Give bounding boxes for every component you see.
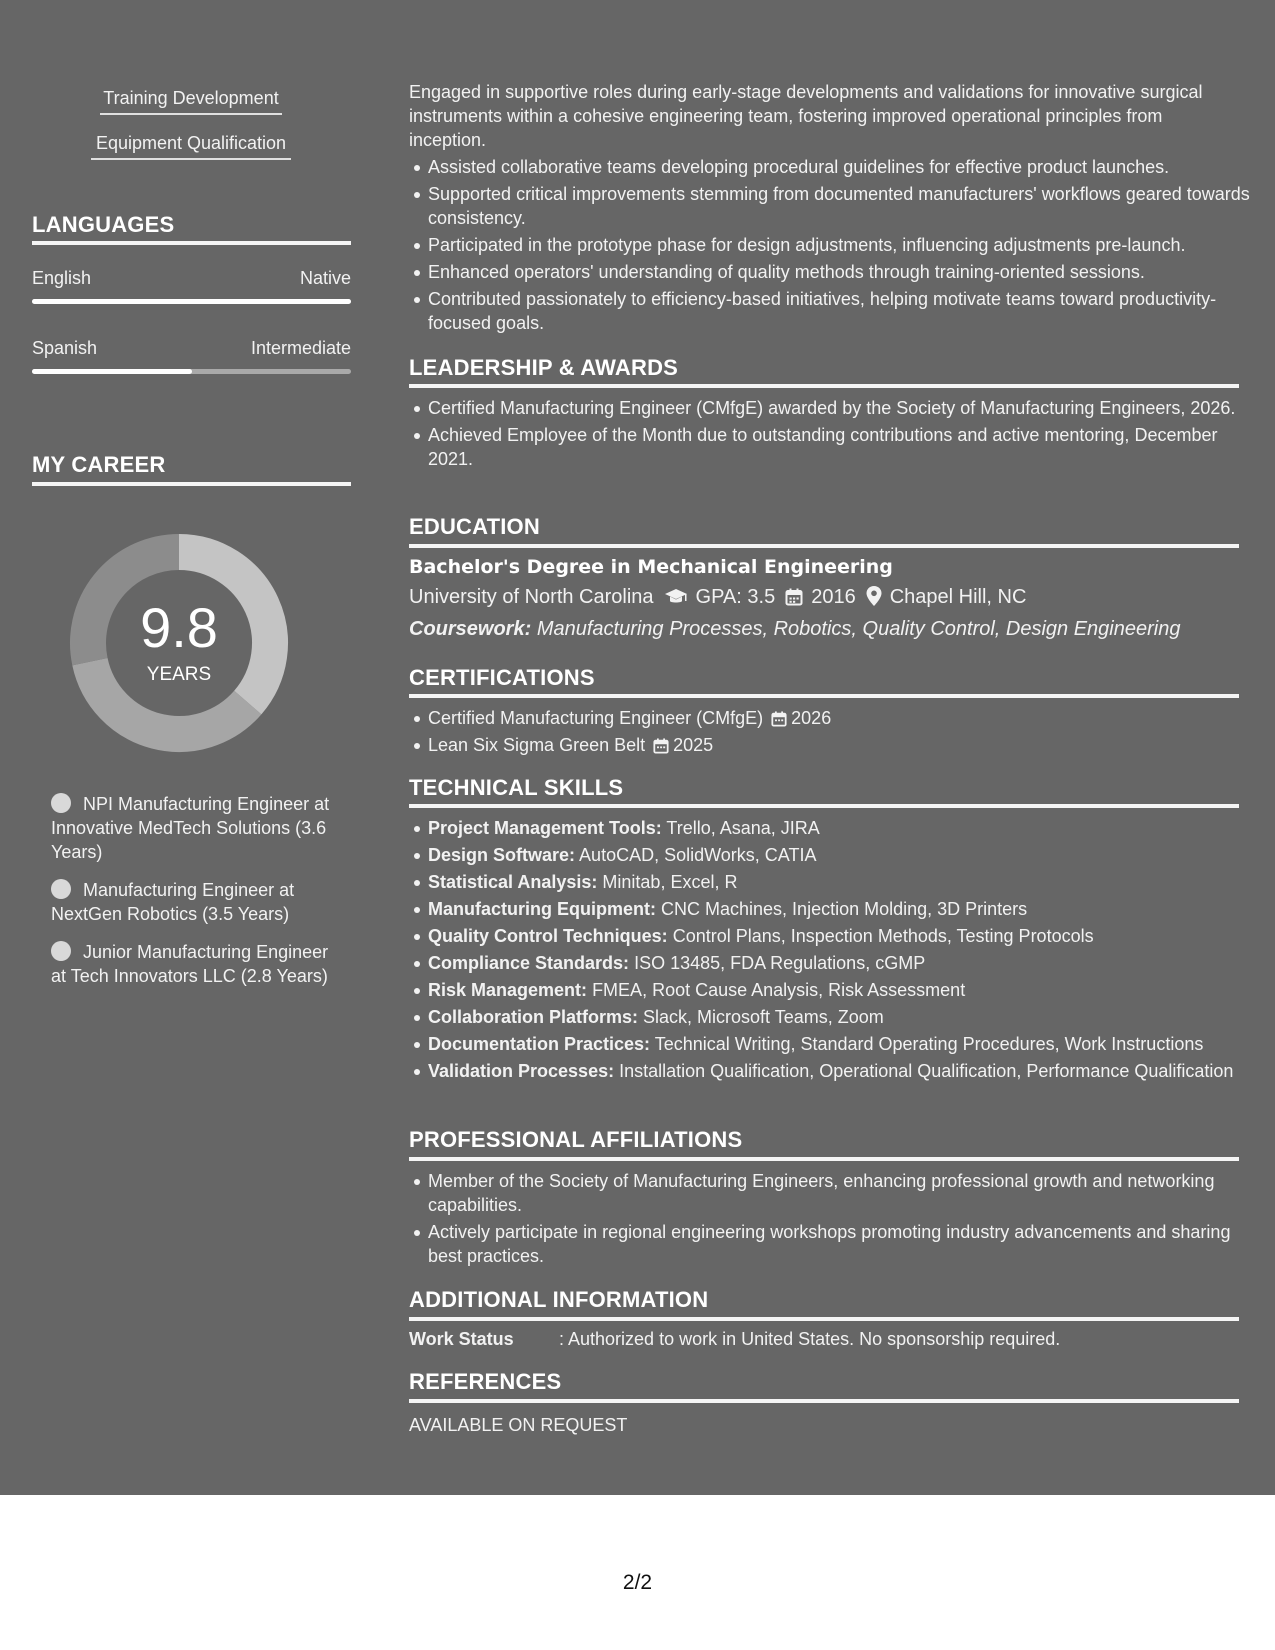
career-job: NPI Manufacturing Engineer at Innovative MedTech Solutions (3.6 Years) [51,794,330,862]
section-rule [409,384,1239,388]
language-name: English [32,268,92,288]
skill-item: Design Software: AutoCAD, SolidWorks, CATIA [428,843,1258,867]
skill-pill: Training Development [100,88,282,115]
skill-item: Validation Processes: Installation Qualification, Operational Qualification, Performance Qualification [428,1059,1258,1083]
list-item: Actively participate in regional engineering workshops promoting industry advancements and sharing best practices. [428,1220,1258,1268]
bullet-dot-icon [51,879,71,899]
education-details [409,586,1026,609]
location-pin-icon [866,586,882,606]
bullet-dot-icon [51,941,71,961]
language-level: Intermediate [250,338,351,358]
skill-item: Quality Control Techniques: Control Plans, Inspection Methods, Testing Protocols [428,924,1258,948]
skill-item: Risk Management: FMEA, Root Cause Analysis, Risk Assessment [428,978,1258,1002]
skill-item: Documentation Practices: Technical Writing, Standard Operating Procedures, Work Instructions [428,1032,1258,1056]
skill-item: Collaboration Platforms: Slack, Microsoft Teams, Zoom [428,1005,1258,1029]
language-bar-fill [32,369,192,374]
list-item: Enhanced operators' understanding of quality methods through training-oriented sessions. [428,260,1258,284]
skill-pill: Equipment Qualification [91,133,291,160]
gpa: GPA: 3.5 [695,586,776,608]
skill-item: Project Management Tools: Trello, Asana, JIRA [428,816,1258,840]
graduation-cap-icon [664,588,688,606]
work-status: Work Status : Authorized to work in United States. No sponsorship required. [409,1329,1061,1349]
list-item: Certified Manufacturing Engineer (CMfgE) 2026 [428,706,1258,730]
degree-title: Bachelor's Degree in Mechanical Engineering [409,556,893,578]
calendar-icon [771,711,787,727]
section-rule [409,1399,1239,1403]
references-text: AVAILABLE ON REQUEST [409,1415,628,1435]
skills-list [409,816,1258,1086]
school-name: University of North Carolina [409,586,654,608]
skill-item: Statistical Analysis: Minitab, Excel, R [428,870,1258,894]
language-bar [32,369,351,374]
language-bar-fill [32,299,351,304]
experience-intro: Engaged in supportive roles during early-stage developments and validations for innovative surgical instruments within a cohesive engineering team, fostering improved operational principles from inception. [409,82,1203,150]
list-item: Supported critical improvements stemming from documented manufacturers' workflows geared towards consistency. [428,182,1258,230]
calendar-icon [785,588,803,606]
section-rule [32,482,351,486]
experience-bullets [409,155,1258,338]
list-item: Participated in the prototype phase for design adjustments, influencing adjustments pre-launch. [428,233,1258,257]
list-item: Lean Six Sigma Green Belt 2025 [428,733,1258,757]
list-item: Achieved Employee of the Month due to outstanding contributions and active mentoring, December 2021. [428,423,1258,471]
calendar-icon [653,738,669,754]
coursework: Coursework: Manufacturing Processes, Robotics, Quality Control, Design Engineering [409,618,1181,640]
school-location: Chapel Hill, NC [889,586,1027,608]
list-item: Member of the Society of Manufacturing Engineers, enhancing professional growth and networking capabilities. [428,1169,1258,1217]
career-job: Junior Manufacturing Engineer at Tech Innovators LLC (2.8 Years) [51,942,329,986]
list-item: Certified Manufacturing Engineer (CMfgE) awarded by the Society of Manufacturing Engineers, 2026. [428,396,1258,420]
affiliations-bullets [409,1169,1258,1271]
education-title: EDUCATION [409,514,540,539]
bullet-dot-icon [51,793,71,813]
section-rule [409,544,1239,548]
career-unit: YEARS [146,664,212,685]
career-total: 9.8 [140,596,218,659]
language-bar [32,299,351,304]
additional-title: ADDITIONAL INFORMATION [409,1287,709,1312]
language-level: Native [299,268,351,288]
leadership-bullets [409,396,1258,474]
skill-item: Manufacturing Equipment: CNC Machines, Injection Molding, 3D Printers [428,897,1258,921]
certifications-title: CERTIFICATIONS [409,665,595,690]
skill-item: Compliance Standards: ISO 13485, FDA Regulations, cGMP [428,951,1258,975]
section-rule [409,1317,1239,1321]
languages-title: LANGUAGES [32,212,175,237]
section-rule [32,241,351,245]
list-item: Assisted collaborative teams developing procedural guidelines for effective product launches. [428,155,1258,179]
skills-title: TECHNICAL SKILLS [409,775,624,800]
section-rule [409,1157,1239,1161]
career-job: Manufacturing Engineer at NextGen Robotics (3.5 Years) [51,880,295,924]
affiliations-title: PROFESSIONAL AFFILIATIONS [409,1127,743,1152]
graduation-year: 2016 [811,586,856,608]
language-name: Spanish [32,338,98,358]
career-title: MY CAREER [32,452,166,477]
references-title: REFERENCES [409,1369,562,1394]
page-number: 2/2 [622,1571,653,1594]
list-item: Contributed passionately to efficiency-based initiatives, helping motivate teams toward productivity-focused goals. [428,287,1258,335]
section-rule [409,804,1239,808]
section-rule [409,694,1239,698]
certifications-list [409,706,1258,760]
leadership-title: LEADERSHIP & AWARDS [409,355,679,380]
